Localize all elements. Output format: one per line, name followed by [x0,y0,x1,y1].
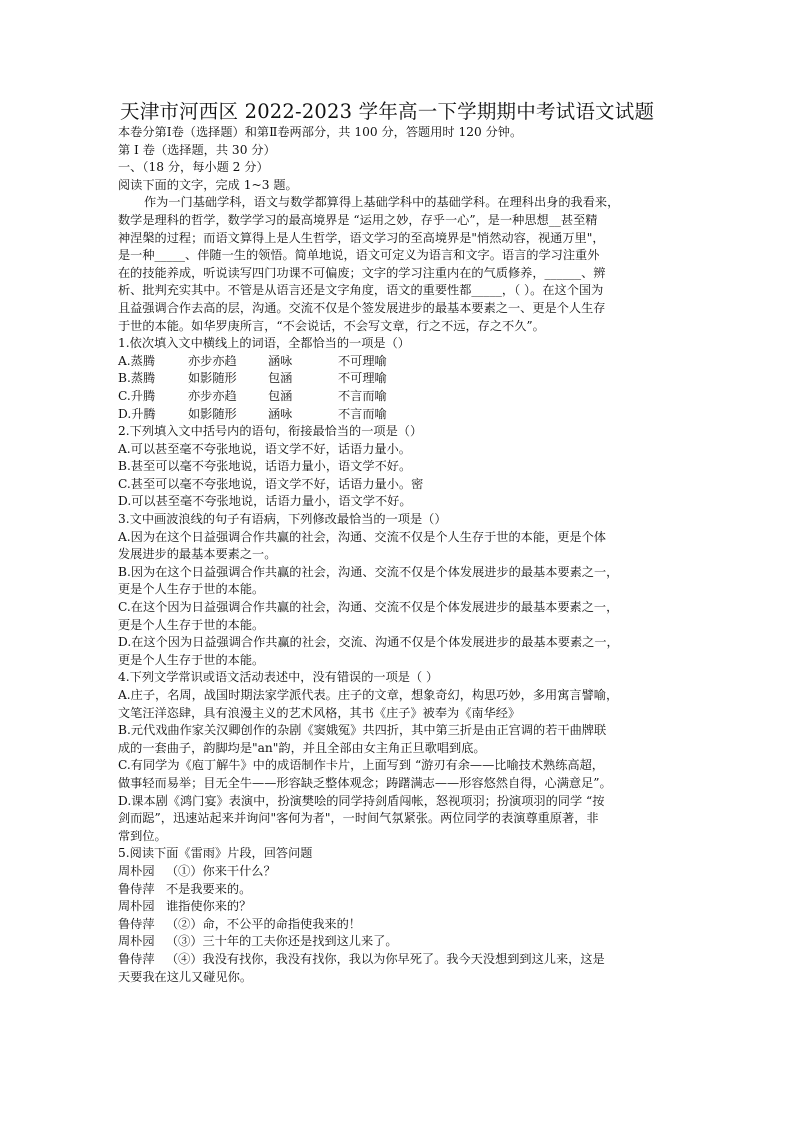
speaker-name: 鲁侍萍 [118,916,155,931]
option-cell: D.升腾 [118,406,156,421]
passage-line: 神涅槃的过程；而语文算得上是人生哲学，语文学习的至高境界是"悄然动容，视通万里"， [118,230,605,245]
option-cell: 不言而喻 [338,388,387,403]
section-heading: 第 Ⅰ 卷（选择题，共 30 分） [118,142,276,157]
question-stem: 3.文中画波浪线的句子有语病，下列修改最恰当的一项是（） [118,512,447,527]
speaker-name: 周朴园 [118,863,155,878]
option-cell: 涵咏 [268,353,293,368]
option-line: 文笔汪洋恣肆，具有浪漫主义的艺术风格，其书《庄子》被奉为《南华经》 [118,705,521,720]
option-line: 更是个人生存于世的本能。 [118,582,265,597]
option-line: B.因为在这个日益强调合作共赢的社会，沟通、交流不仅是个体发展进步的最基本要素之一， [118,564,619,579]
option-cell: 亦步亦趋 [188,353,237,368]
option-line: B.元代戏曲作家关汉卿创作的杂剧《窦娥冤》共四折，其中第三折是由正宫调的若干曲牌联 [118,723,607,738]
question-4 [118,669,678,845]
option-row [118,353,678,371]
speaker-name: 鲁侍萍 [118,881,155,896]
option-cell: 如影随形 [188,406,237,421]
option-line: 发展进步的最基本要素之一。 [118,547,277,562]
option-cell: 涵咏 [268,406,293,421]
option-line: 剑而跽”，迅速站起来并询问"客何为者"，一时间气氛紧张。两位同学的表演尊重原著，非 [118,811,599,826]
dialog-line [118,863,678,881]
question-5 [118,845,678,986]
question-stem: 1.依次填入文中横线上的词语，全都恰当的一项是（） [118,336,410,351]
reading-prompt: 阅读下面的文字，完成 1~3 题。 [118,177,298,192]
dialog-continuation: 天要我在这儿又碰见你。 [118,969,253,984]
option-line: A.庄子，名周，战国时期法家学派代表。庄子的文章，想象奇幻，构思巧妙，多用寓言譬喻， [118,688,619,702]
option-row [118,406,678,424]
option-line: C.有同学为《庖丁解牛》中的成语制作卡片，上面写到 “游刃有余——比喻技术熟练高超， [118,758,604,773]
intro-text: 本卷分第Ⅰ卷（选择题）和第Ⅱ卷两部分，共 100 分，答题用时 120 分钟。 [118,125,523,139]
dialog-text: （②）命，不公平的命指使我来的！ [166,916,361,931]
option-cell: A.蒸腾 [118,353,156,368]
option-line: D.可以甚至毫不夸张地说，话语力量小，语文学不好。 [118,494,412,509]
option-line: 常到位。 [118,828,167,843]
option-cell: C.升腾 [118,388,156,403]
option-cell: 不可理喻 [338,371,387,386]
option-cell: 包涵 [268,388,293,403]
option-line: 更是个人生存于世的本能。 [118,652,265,667]
question-2 [118,423,678,511]
option-line: C.甚至可以毫不夸张地说，语文学不好，话语力量小。密 [118,476,424,491]
option-cell: 包涵 [268,371,293,386]
part-heading: 一、（18 分，每小题 2 分） [118,160,269,175]
dialog-text: 谁指使你来的？ [166,899,252,914]
option-cell: 如影随形 [188,371,237,386]
option-line: D.课本剧《鸿门宴》表演中，扮演樊哙的同学持剑盾闯帐，怒视项羽；扮演项羽的同学 “按 [118,793,605,808]
option-line: 做事轻而易举；目无全牛——形容缺乏整体观念；踌躇满志——形容悠然自得，心满意足”。 [118,775,612,790]
option-line: A.可以甚至毫不夸张地说，语文学不好，话语力量小。 [118,441,411,456]
passage-line: 于世的本能。如华罗庚所言，“不会说话，不会写文章，行之不远，存之不久”。 [118,318,545,333]
dialog-line [118,933,678,951]
reading-passage [118,194,678,335]
option-line: D.在这个因为日益强调合作共赢的社会，交流、沟通不仅是个体发展进步的最基本要素之一， [118,635,619,650]
option-row [118,370,678,388]
option-line: B.甚至可以毫不夸张地说，话语力量小，语文学不好。 [118,459,412,474]
question-stem: 5.阅读下面《雷雨》片段，回答问题 [118,846,313,861]
passage-line: 析、批判充实其中。不管是从语言还是文字角度，语文的重要性都_____，（ ）。在这个国为 [118,283,604,298]
option-cell: 不言而喻 [338,406,387,421]
speaker-name: 周朴园 [118,934,155,949]
question-stem: 2.下列填入文中括号内的语句，衔接最恰当的一项是（） [118,424,423,439]
option-cell: 不可理喻 [338,353,387,368]
speaker-name: 周朴园 [118,899,155,914]
document-page [118,100,678,986]
question-3 [118,511,678,669]
option-line: 更是个人生存于世的本能。 [118,617,265,632]
question-1 [118,335,678,423]
passage-line: 作为一门基础学科，语文与数学都算得上基础学科中的基础学科。在理科出身的我看来， [144,195,620,210]
passage-line: 在的技能养成，听说读写四门功课不可偏废；文字的学习注重内在的气质修养，______、辨 [118,265,606,280]
dialog-line [118,898,678,916]
dialog-text: （④）我没有找你，我没有找你，我以为你早死了。我今天没想到到这儿来，这是 [166,951,605,966]
speaker-name: 鲁侍萍 [118,951,155,966]
dialog-line [118,881,678,899]
dialog-text: 不是我要来的。 [166,881,252,896]
dialog-line [118,916,678,934]
option-cell: B.蒸腾 [118,371,156,386]
question-stem: 4.下列文学常识或语文活动表述中，没有错误的一项是（ ） [118,670,439,685]
passage-line: 且益强调合作去高的层，沟通。交流不仅是个签发展进步的最基本要素之一、更是个人生存 [118,300,606,315]
dialog-line [118,951,678,969]
option-cell: 亦步亦趋 [188,388,237,403]
option-row [118,388,678,406]
dialog-text: （①）你来干什么？ [166,863,276,878]
passage-line: 是一种_____、伴随一生的领悟。简单地说，语文可定义为语言和文字。语言的学习注重外 [118,248,600,263]
dialog-text: （③）三十年的工夫你还是找到这儿来了。 [166,934,398,949]
option-line: C.在这个因为日益强调合作共赢的社会，沟通、交流不仅是个体发展进步的最基本要素之一， [118,600,619,615]
passage-line: 数学是理科的哲学，数学学习的最高境界是 “运用之妙，存乎一心”，是一种思想__甚至精 [118,212,598,227]
page-title: 天津市河西区 2022-2023 学年高一下学期期中考试语文试题 [120,100,655,123]
option-line: 成的一套曲子，韵脚均是"an"韵，并且全部由女主角正旦歌唱到底。 [118,740,486,755]
option-line: A.因为在这个日益强调合作共赢的社会，沟通、交流不仅是个人生存于世的本能，更是个体 [118,529,606,544]
